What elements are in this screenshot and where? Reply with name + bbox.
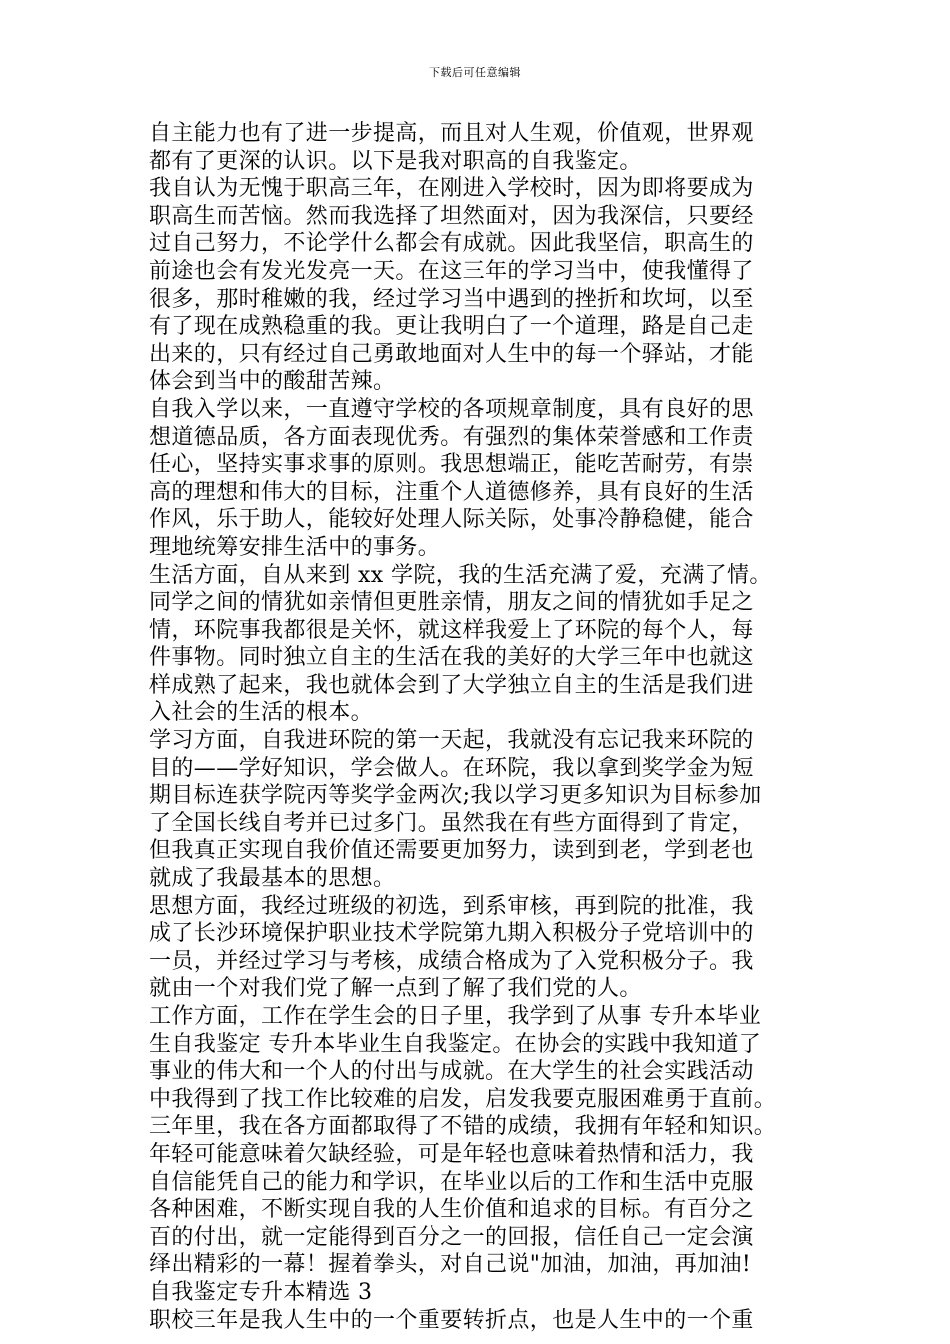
text-line: 前途也会有发光发亮一天。在这三年的学习当中，使我懂得了 bbox=[149, 258, 754, 284]
text-line: 过自己努力，不论学什么都会有成就。因此我坚信，职高生的 bbox=[149, 231, 754, 257]
text-line: 各种困难，不断实现自我的人生价值和追求的目标。有百分之 bbox=[149, 1197, 754, 1223]
text-line: 我自认为无愧于职高三年，在刚进入学校时，因为即将要成为 bbox=[149, 176, 754, 202]
text-line: 职校三年是我人生中的一个重要转折点，也是人生中的一个重 bbox=[149, 1307, 754, 1333]
text-line: 体会到当中的酸甜苦辣。 bbox=[149, 369, 396, 395]
text-line: 有了现在成熟稳重的我。更让我明白了一个道理，路是自己走 bbox=[149, 314, 754, 340]
page-header: 下载后可任意编辑 bbox=[429, 66, 521, 79]
text-line: 生活方面，自从来到 xx 学院，我的生活充满了爱，充满了情。 bbox=[149, 562, 772, 588]
text-line: 自信能凭自己的能力和学识，在毕业以后的工作和生活中克服 bbox=[149, 1169, 754, 1195]
text-line: 任心，坚持实事求事的原则。我思想端正，能吃苦耐劳，有崇 bbox=[149, 452, 754, 478]
text-line: 自主能力也有了进一步提高，而且对人生观，价值观，世界观 bbox=[149, 121, 754, 146]
text-line: 就由一个对我们党了解一点到了解了我们党的人。 bbox=[149, 976, 642, 1002]
text-line: 职高生而苦恼。然而我选择了坦然面对，因为我深信，只要经 bbox=[149, 203, 754, 229]
text-line: 作风，乐于助人，能较好处理人际关际，处事冷静稳健，能合 bbox=[149, 507, 754, 533]
text-line: 绎出精彩的一幕！握着拳头，对自己说"加油，加油，再加油! bbox=[149, 1252, 752, 1278]
text-line: 年轻可能意味着欠缺经验，可是年轻也意味着热情和活力，我 bbox=[149, 1141, 754, 1167]
text-line: 目的——学好知识，学会做人。在环院，我以拿到奖学金为短 bbox=[149, 755, 754, 781]
text-line: 件事物。同时独立自主的生活在我的美好的大学三年中也就这 bbox=[149, 645, 754, 671]
text-line: 出来的，只有经过自己勇敢地面对人生中的每一个驿站，才能 bbox=[149, 341, 754, 367]
text-line: 三年里，我在各方面都取得了不错的成绩，我拥有年轻和知识。 bbox=[149, 1114, 777, 1140]
text-line: 学习方面，自我进环院的第一天起，我就没有忘记我来环院的 bbox=[149, 728, 754, 754]
text-line: 样成熟了起来，我也就体会到了大学独立自主的生活是我们进 bbox=[149, 672, 754, 698]
text-line: 想道德品质，各方面表现优秀。有强烈的集体荣誉感和工作责 bbox=[149, 424, 754, 450]
text-line: 一员，并经过学习与考核，成绩合格成为了入党积极分子。我 bbox=[149, 948, 754, 974]
text-line: 工作方面，工作在学生会的日子里，我学到了从事 专升本毕业 bbox=[149, 1004, 762, 1029]
text-line: 百的付出，就一定能得到百分之一的回报，信任自己一定会演 bbox=[149, 1224, 754, 1250]
text-line: 事业的伟大和一个人的付出与成就。在大学生的社会实践活动 bbox=[149, 1059, 754, 1085]
text-line: 期目标连获学院丙等奖学金两次;我以学习更多知识为目标参加 bbox=[149, 783, 762, 809]
text-line: 但我真正实现自我价值还需要更加努力，读到到老，学到老也 bbox=[149, 838, 754, 864]
text-line: 中我得到了找工作比较难的启发，启发我要克服困难勇于直前。 bbox=[149, 1086, 777, 1112]
document-body bbox=[149, 120, 809, 1334]
text-line: 同学之间的情犹如亲情但更胜亲情，朋友之间的情犹如手足之 bbox=[149, 590, 754, 616]
text-line: 入社会的生活的根本。 bbox=[149, 700, 374, 726]
text-line: 都有了更深的认识。以下是我对职高的自我鉴定。 bbox=[149, 148, 642, 174]
text-line: 了全国长线自考并已过多门。虽然我在有些方面得到了肯定， bbox=[149, 810, 754, 836]
text-line: 很多，那时稚嫩的我，经过学习当中遇到的挫折和坎坷，以至 bbox=[149, 286, 754, 312]
text-line: 思想方面，我经过班级的初选，到系审核，再到院的批准，我 bbox=[149, 893, 754, 919]
text-line: 自我鉴定专升本精选 3 bbox=[149, 1279, 373, 1305]
text-line: 高的理想和伟大的目标，注重个人道德修养，具有良好的生活 bbox=[149, 479, 754, 505]
text-line: 成了长沙环境保护职业技术学院第九期入积极分子党培训中的 bbox=[149, 921, 754, 947]
text-line: 自我入学以来，一直遵守学校的各项规章制度，具有良好的思 bbox=[149, 396, 754, 422]
text-line: 情，环院事我都很是关怀，就这样我爱上了环院的每个人，每 bbox=[149, 617, 754, 643]
text-line: 生自我鉴定 专升本毕业生自我鉴定。在协会的实践中我知道了 bbox=[149, 1031, 762, 1057]
text-line: 就成了我最基本的思想。 bbox=[149, 866, 396, 892]
text-line: 理地统筹安排生活中的事务。 bbox=[149, 534, 441, 560]
